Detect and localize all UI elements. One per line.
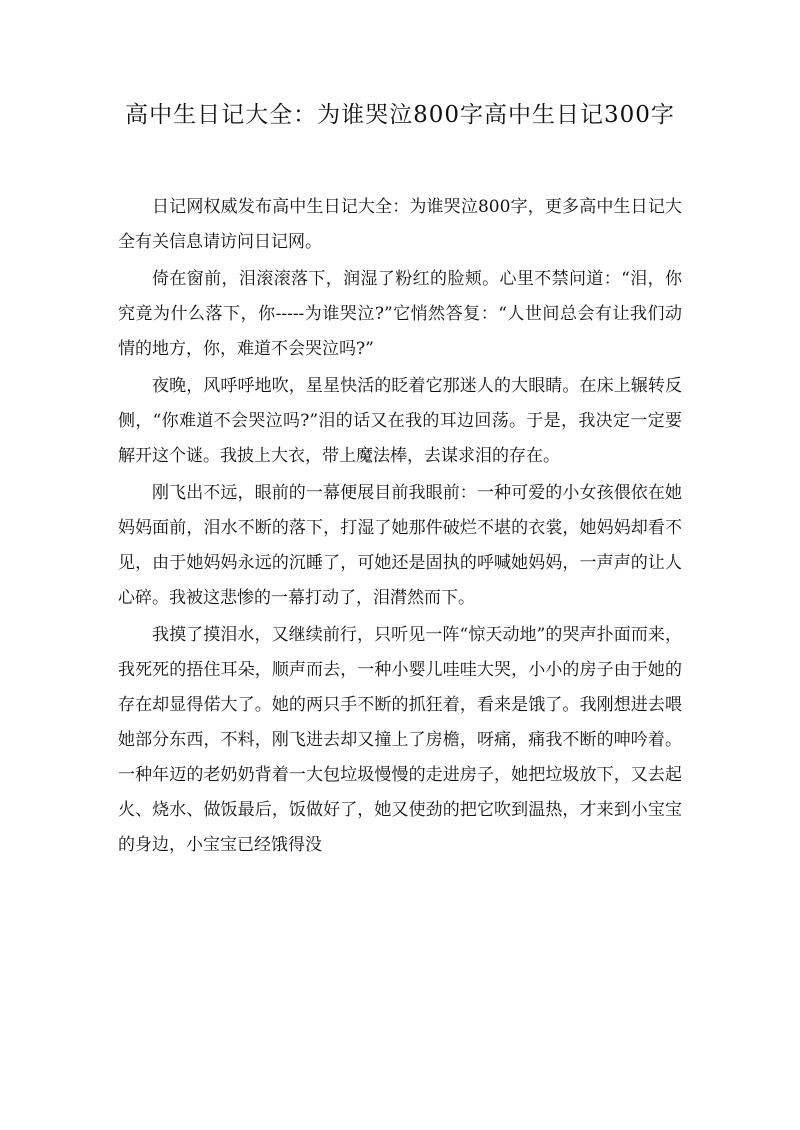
document-body <box>118 190 682 863</box>
document-title: 高中生日记大全：为谁哭泣800字高中生日记300字 <box>125 102 675 128</box>
paragraph-night: 夜晚，风呼呼地吹，星星快活的眨着它那迷人的大眼睛。在床上辗转反侧，“你难道不会哭泣吗?”泪的话又在我的耳边回荡。于是，我决定一定要解开这个谜。我披上大衣，带上魔法棒，去谋求泪的存在。 <box>118 376 682 466</box>
paragraph-window: 倚在窗前，泪滚滚落下，润湿了粉红的脸颊。心里不禁问道：“泪，你究竟为什么落下，你-----为谁哭泣?”它悄然答复：“人世间总会有让我们动情的地方，你，难道不会哭泣吗?” <box>118 269 682 359</box>
paragraph-baby: 我摸了摸泪水，又继续前行，只听见一阵“惊天动地”的哭声扑面而来，我死死的捂住耳朵，顺声而去，一种小婴儿哇哇大哭，小小的房子由于她的存在却显得偌大了。她的两只手不断的抓狂着，看来是饿了。我刚想进去喂她部分东西，不料，刚飞进去却又撞上了房檐，呀痛，痛我不断的呻吟着。一种年迈的老奶奶背着一大包垃圾慢慢的走进房子，她把垃圾放下，又去起火、烧水、做饭最后，饭做好了，她又使劲的把它吹到温热，才来到小宝宝的身边，小宝宝已经饿得没 <box>118 625 682 855</box>
paragraph-little-girl: 刚飞出不远，眼前的一幕便展目前我眼前：一种可爱的小女孩偎依在她妈妈面前，泪水不断的落下，打湿了她那件破烂不堪的衣裳，她妈妈却看不见，由于她妈妈永远的沉睡了，可她还是固执的呼喊她妈妈，一声声的让人心碎。我被这悲惨的一幕打动了，泪潸然而下。 <box>118 483 682 608</box>
paragraph-intro: 日记网权威发布高中生日记大全：为谁哭泣800字，更多高中生日记大全有关信息请访问日记网。 <box>118 197 682 252</box>
